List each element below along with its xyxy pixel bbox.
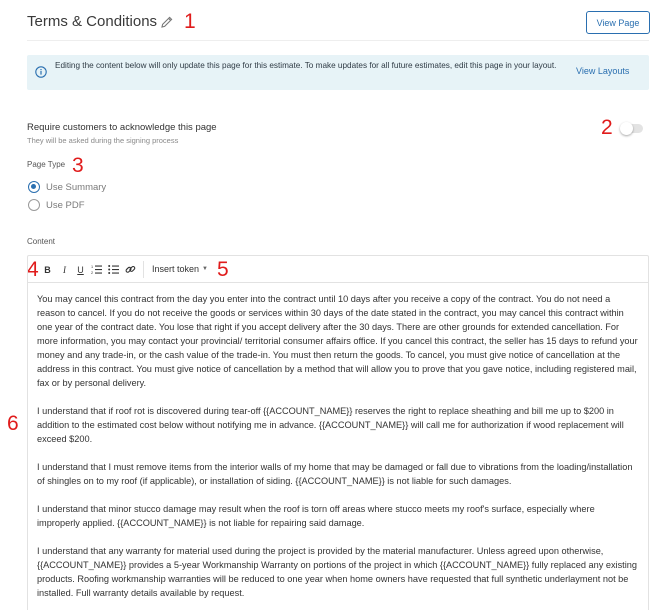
content-paragraph: I understand that any warranty for material used during the project is provided by the material manufacturer. Unless agreed upon otherwise, {{ACCOUNT_NAME}} provides a 5-year Workmanship Warranty on portions of the project in which {{ACCOUNT_NAME}} fully replaced any existing products. Roofing workmanship warranties will be reduced to one year when home owners have requested that full synthetic underlayment not be installed. Full warranty details available by request. xyxy=(37,546,637,598)
annotation-marker-3: 3 xyxy=(72,154,84,177)
edit-pencil-icon[interactable] xyxy=(160,15,174,29)
info-banner-text: Editing the content below will only update this page for this estimate. To make updates for all future estimates, edit this page in your layout. xyxy=(55,61,557,70)
svg-text:1: 1 xyxy=(91,265,94,269)
annotation-marker-5: 5 xyxy=(217,258,229,281)
acknowledge-label: Require customers to acknowledge this page xyxy=(27,122,217,133)
bold-icon[interactable]: B xyxy=(44,264,51,275)
annotation-marker-6: 6 xyxy=(7,412,19,435)
bullet-list-icon[interactable] xyxy=(106,262,121,277)
content-label: Content xyxy=(27,237,56,246)
page-header xyxy=(0,0,670,44)
annotation-marker-2: 2 xyxy=(601,116,613,139)
insert-token-dropdown[interactable] xyxy=(152,264,208,274)
content-paragraph: I understand that I must remove items from the interior walls of my home that may be damaged or fall due to vibrations from the loading/installation of shingles on to my roof (if applicable), or installation of siding. {{ACCOUNT_NAME}} is not liable for such damages. xyxy=(37,462,633,486)
insert-token-label: Insert token xyxy=(152,264,200,274)
editor-content[interactable] xyxy=(37,292,640,610)
content-paragraph: I understand that minor stucco damage may result when the roof is torn off areas where stucco meets my roof's surface, especially where improperly applied. {{ACCOUNT_NAME}} is not liable for repairing said damage. xyxy=(37,504,595,528)
radio-use-pdf[interactable] xyxy=(28,199,85,211)
view-layouts-link[interactable]: View Layouts xyxy=(576,66,630,76)
content-paragraph: You may cancel this contract from the day you enter into the contract until 10 days after you receive a copy of the contract. You do not need a reason to cancel. If you do not receive the goods or services within 30 days of the date stated in the contract, you may cancel this contract within one year of the contract date. You lose that right if you accept delivery after the 30 days. There are other grounds for extended cancellation. For more information, you may contact your provincial/ territorial consumer affairs office. If you cancel this contract, the seller has 15 days to refund your money and any trade-in, or the cash value of the trade-in. You must then return the goods. To cancel, you must give notice of cancellation at the address in this contract. You must give notice of cancellation by a method that will allow you to prove that you gave notice, including registered mail, fax or by personal delivery. xyxy=(37,294,638,388)
radio-use-summary[interactable] xyxy=(28,181,106,193)
acknowledge-toggle[interactable] xyxy=(622,124,643,133)
radio-label-use-pdf: Use PDF xyxy=(46,199,85,211)
chevron-down-icon: ▼ xyxy=(202,266,208,272)
info-icon xyxy=(35,66,47,78)
page-title: Terms & Conditions xyxy=(27,13,158,30)
svg-text:2: 2 xyxy=(91,271,94,275)
toggle-knob xyxy=(620,122,633,135)
view-page-button[interactable]: View Page xyxy=(586,11,650,34)
acknowledge-sublabel: They will be asked during the signing process xyxy=(27,136,179,145)
header-divider xyxy=(27,40,649,41)
ordered-list-icon[interactable] xyxy=(89,262,104,277)
content-paragraph: I understand that if roof rot is discovered during tear-off {{ACCOUNT_NAME}} reserves the right to replace sheathing and bill me up to $200 in addition to the estimated cost below without notifying me in advance. {{ACCOUNT_NAME}} will call me for authorization if wood replacement will exceed $200. xyxy=(37,406,624,444)
radio-button[interactable] xyxy=(28,199,40,211)
italic-icon[interactable]: I xyxy=(63,264,66,275)
annotation-marker-4: 4 xyxy=(27,258,39,281)
toolbar-separator xyxy=(143,261,144,278)
annotation-marker-1: 1 xyxy=(184,10,196,33)
radio-label-use-summary: Use Summary xyxy=(46,181,107,193)
link-icon[interactable] xyxy=(123,262,138,277)
info-banner xyxy=(27,55,649,90)
rich-text-editor[interactable] xyxy=(27,255,649,610)
underline-icon[interactable]: U xyxy=(77,264,84,275)
page-type-label: Page Type xyxy=(27,160,66,169)
radio-button-selected[interactable] xyxy=(28,181,40,193)
editor-toolbar xyxy=(28,256,648,283)
